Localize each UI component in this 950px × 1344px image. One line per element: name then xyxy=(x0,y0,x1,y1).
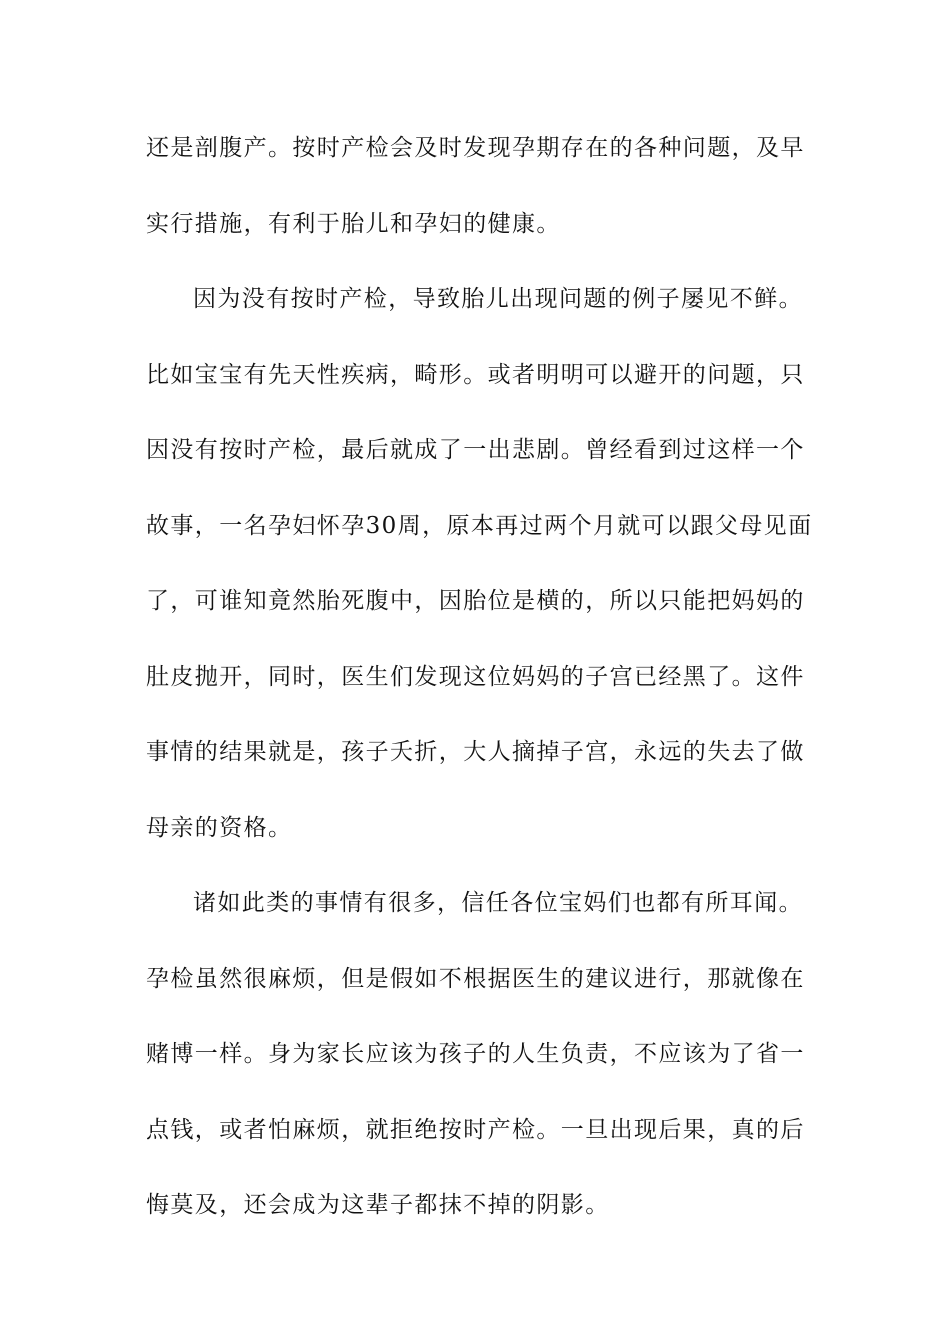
text-line: 母亲的资格。 xyxy=(146,814,293,841)
text-line: 悔莫及，还会成为这辈子都抹不掉的阴影。 xyxy=(146,1192,610,1218)
body-text xyxy=(146,122,813,1255)
text-line: 比如宝宝有先天性疾病，畸形。或者明明可以避开的问题，只 xyxy=(146,361,805,388)
text-line: 赌博一样。身为家长应该为孩子的人生负责，不应该为了省一 xyxy=(146,1041,805,1067)
paragraph-start-line: 诸如此类的事情有很多，信任各位宝妈们也都有所耳闻。 xyxy=(193,890,803,916)
text-line: 故事，一名孕妇怀孕30周，原本再过两个月就可以跟父母见面 xyxy=(146,512,813,539)
text-line: 因没有按时产检，最后就成了一出悲剧。曾经看到过这样一个 xyxy=(146,437,805,463)
text-line: 还是剖腹产。按时产检会及时发现孕期存在的各种问题，及早 xyxy=(146,135,805,161)
text-line: 了，可谁知竟然胎死腹中，因胎位是横的，所以只能把妈妈的 xyxy=(146,588,805,614)
text-line: 肚皮抛开，同时，医生们发现这位妈妈的子宫已经黑了。这件 xyxy=(146,663,805,690)
text-line: 点钱，或者怕麻烦，就拒绝按时产检。一旦出现后果，真的后 xyxy=(146,1116,805,1143)
text-line: 事情的结果就是，孩子夭折，大人摘掉子宫，永远的失去了做 xyxy=(146,739,805,765)
text-line: 实行措施，有利于胎儿和孕妇的健康。 xyxy=(146,210,561,237)
paragraph-start-line: 因为没有按时产检，导致胎儿出现问题的例子屡见不鲜。 xyxy=(193,286,803,312)
text-line: 孕检虽然很麻烦，但是假如不根据医生的建议进行，那就像在 xyxy=(146,965,805,992)
